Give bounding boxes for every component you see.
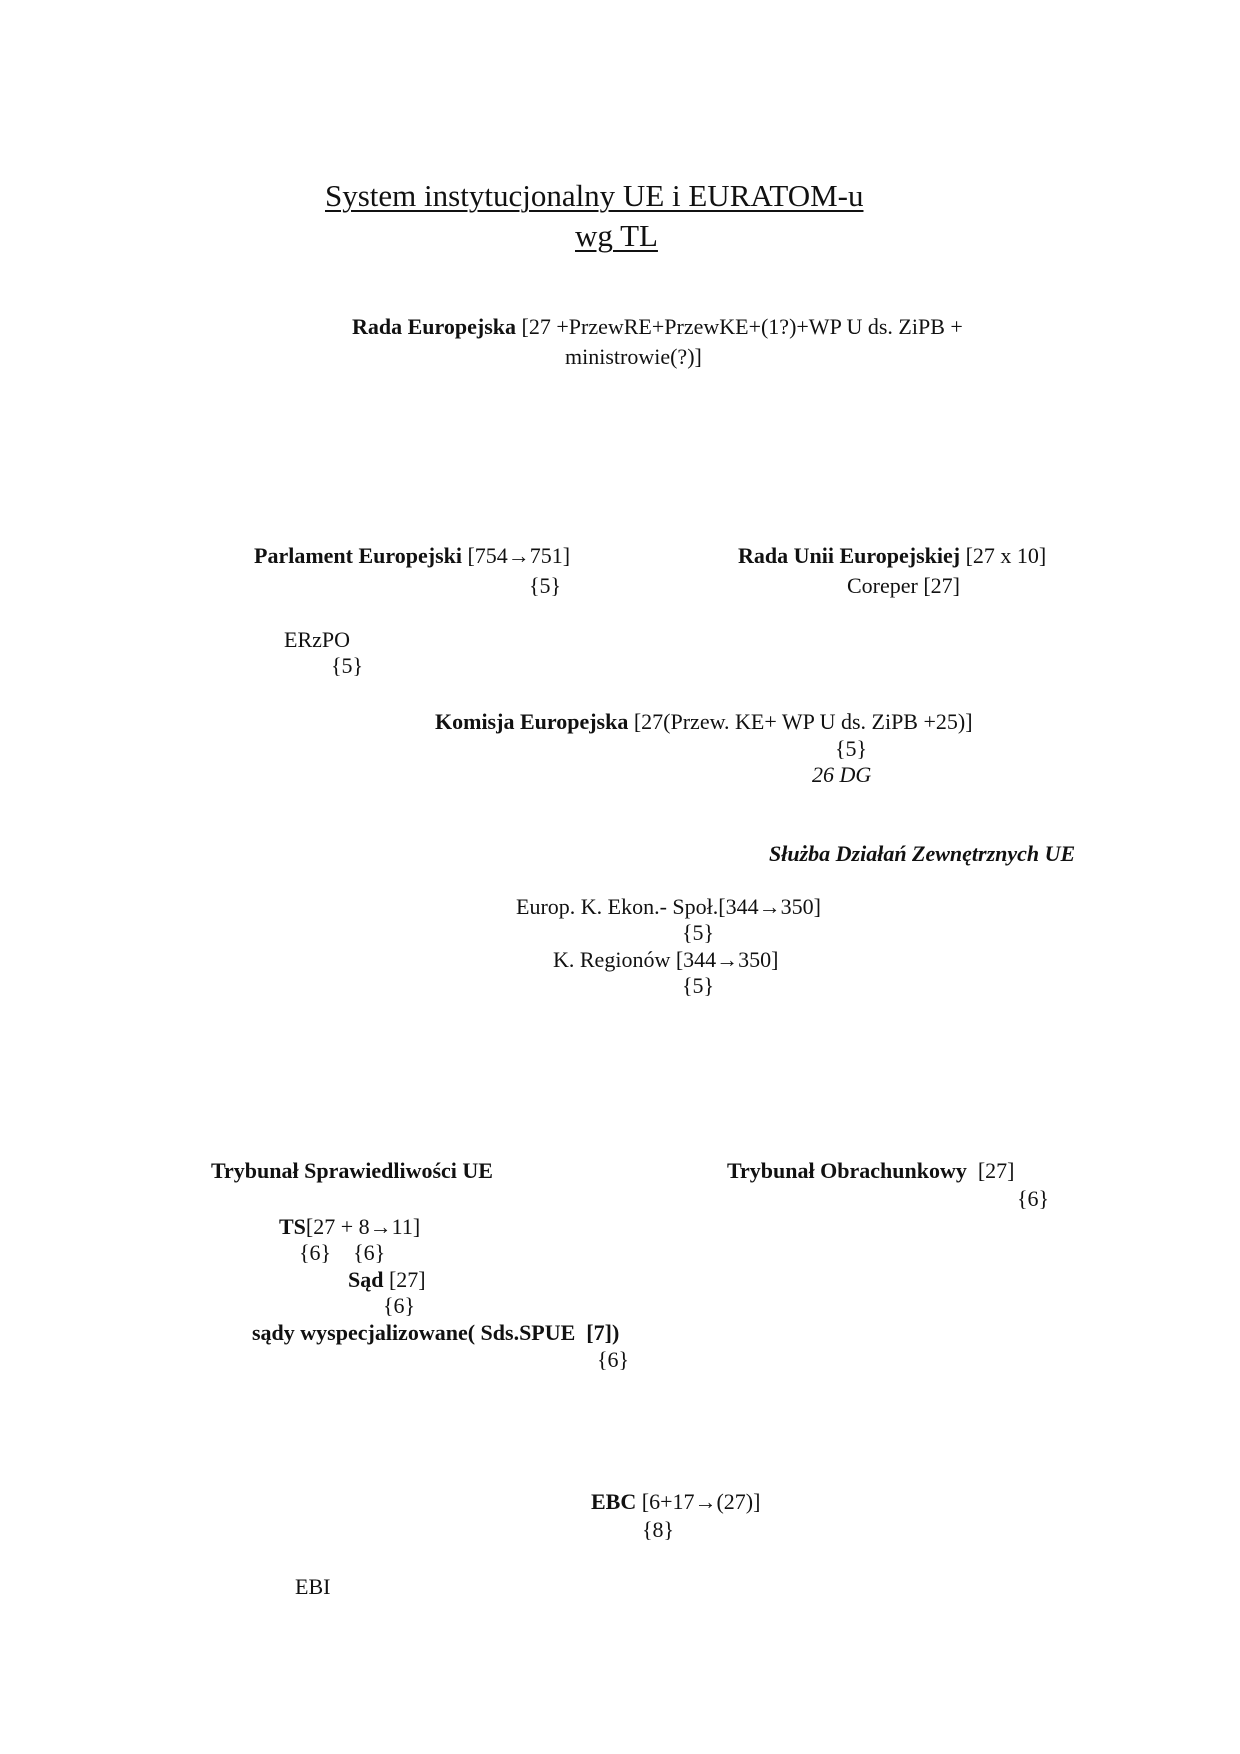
rada-europejska-detail-2: ministrowie(?)] xyxy=(565,344,702,369)
ekes-braces: {5} xyxy=(682,920,715,945)
parlament-detail: [754→751] xyxy=(461,543,571,568)
rada-unii-name: Rada Unii Europejskiej xyxy=(738,543,961,568)
regionow-braces: {5} xyxy=(682,973,715,998)
komisja-name: Komisja Europejska xyxy=(435,709,629,734)
trybunal-obrachunkowy-line xyxy=(727,1158,1015,1184)
rada-europejska-line xyxy=(352,314,963,340)
ts-braces: {6} {6} xyxy=(299,1240,386,1265)
erzpo-braces: {5} xyxy=(331,653,364,678)
ts-detail: [27 + 8→11] xyxy=(305,1214,421,1239)
trybunal-obrachunkowy-braces: {6} xyxy=(1017,1186,1050,1211)
title-line-2: wg TL xyxy=(575,218,658,253)
komisja-line xyxy=(435,709,973,735)
erzpo-name: ERzPO xyxy=(284,627,350,652)
sady-wyspecjalizowane-braces: {6} xyxy=(597,1347,630,1372)
ebc-detail: [6+17→(27)] xyxy=(636,1489,761,1514)
rada-europejska-name: Rada Europejska xyxy=(352,314,517,339)
trybunal-sprawiedliwosci-name: Trybunał Sprawiedliwości UE xyxy=(211,1158,493,1183)
parlament-braces: {5} xyxy=(529,573,562,598)
parlament-line xyxy=(254,543,570,569)
sluzba-name: Służba Działań Zewnętrznych UE xyxy=(769,841,1076,866)
ebc-line xyxy=(591,1489,760,1515)
regionow-name: K. Regionów [344→350] xyxy=(553,947,779,972)
rada-unii-line xyxy=(738,543,1046,569)
rada-europejska-detail: [27 +PrzewRE+PrzewKE+(1?)+WP U ds. ZiPB + xyxy=(516,314,963,339)
parlament-name: Parlament Europejski xyxy=(254,543,462,568)
ebc-name: EBC xyxy=(591,1489,637,1514)
komisja-braces: {5} xyxy=(835,736,868,761)
ts-abbr: TS xyxy=(279,1214,306,1239)
trybunal-obrachunkowy-name: Trybunał Obrachunkowy xyxy=(727,1158,967,1183)
ebc-braces: {8} xyxy=(642,1517,675,1542)
sady-wyspecjalizowane-name: sądy wyspecjalizowane( Sds.SPUE [7]) xyxy=(252,1320,620,1345)
komisja-dg: 26 DG xyxy=(812,762,872,787)
rada-unii-detail: [27 x 10] xyxy=(960,543,1047,568)
title-line-1: System instytucjonalny UE i EURATOM-u xyxy=(325,178,864,213)
sad-braces: {6} xyxy=(383,1293,416,1318)
coreper-text: Coreper [27] xyxy=(847,573,961,598)
ebi-name: EBI xyxy=(295,1574,331,1599)
ekes-name: Europ. K. Ekon.- Społ.[344→350] xyxy=(516,894,821,919)
sad-detail: [27] xyxy=(383,1267,426,1292)
ts-line xyxy=(279,1214,420,1240)
sad-name: Sąd xyxy=(348,1267,384,1292)
komisja-detail: [27(Przew. KE+ WP U ds. ZiPB +25)] xyxy=(628,709,973,734)
trybunal-obrachunkowy-detail: [27] xyxy=(966,1158,1015,1183)
sad-line xyxy=(348,1267,426,1293)
